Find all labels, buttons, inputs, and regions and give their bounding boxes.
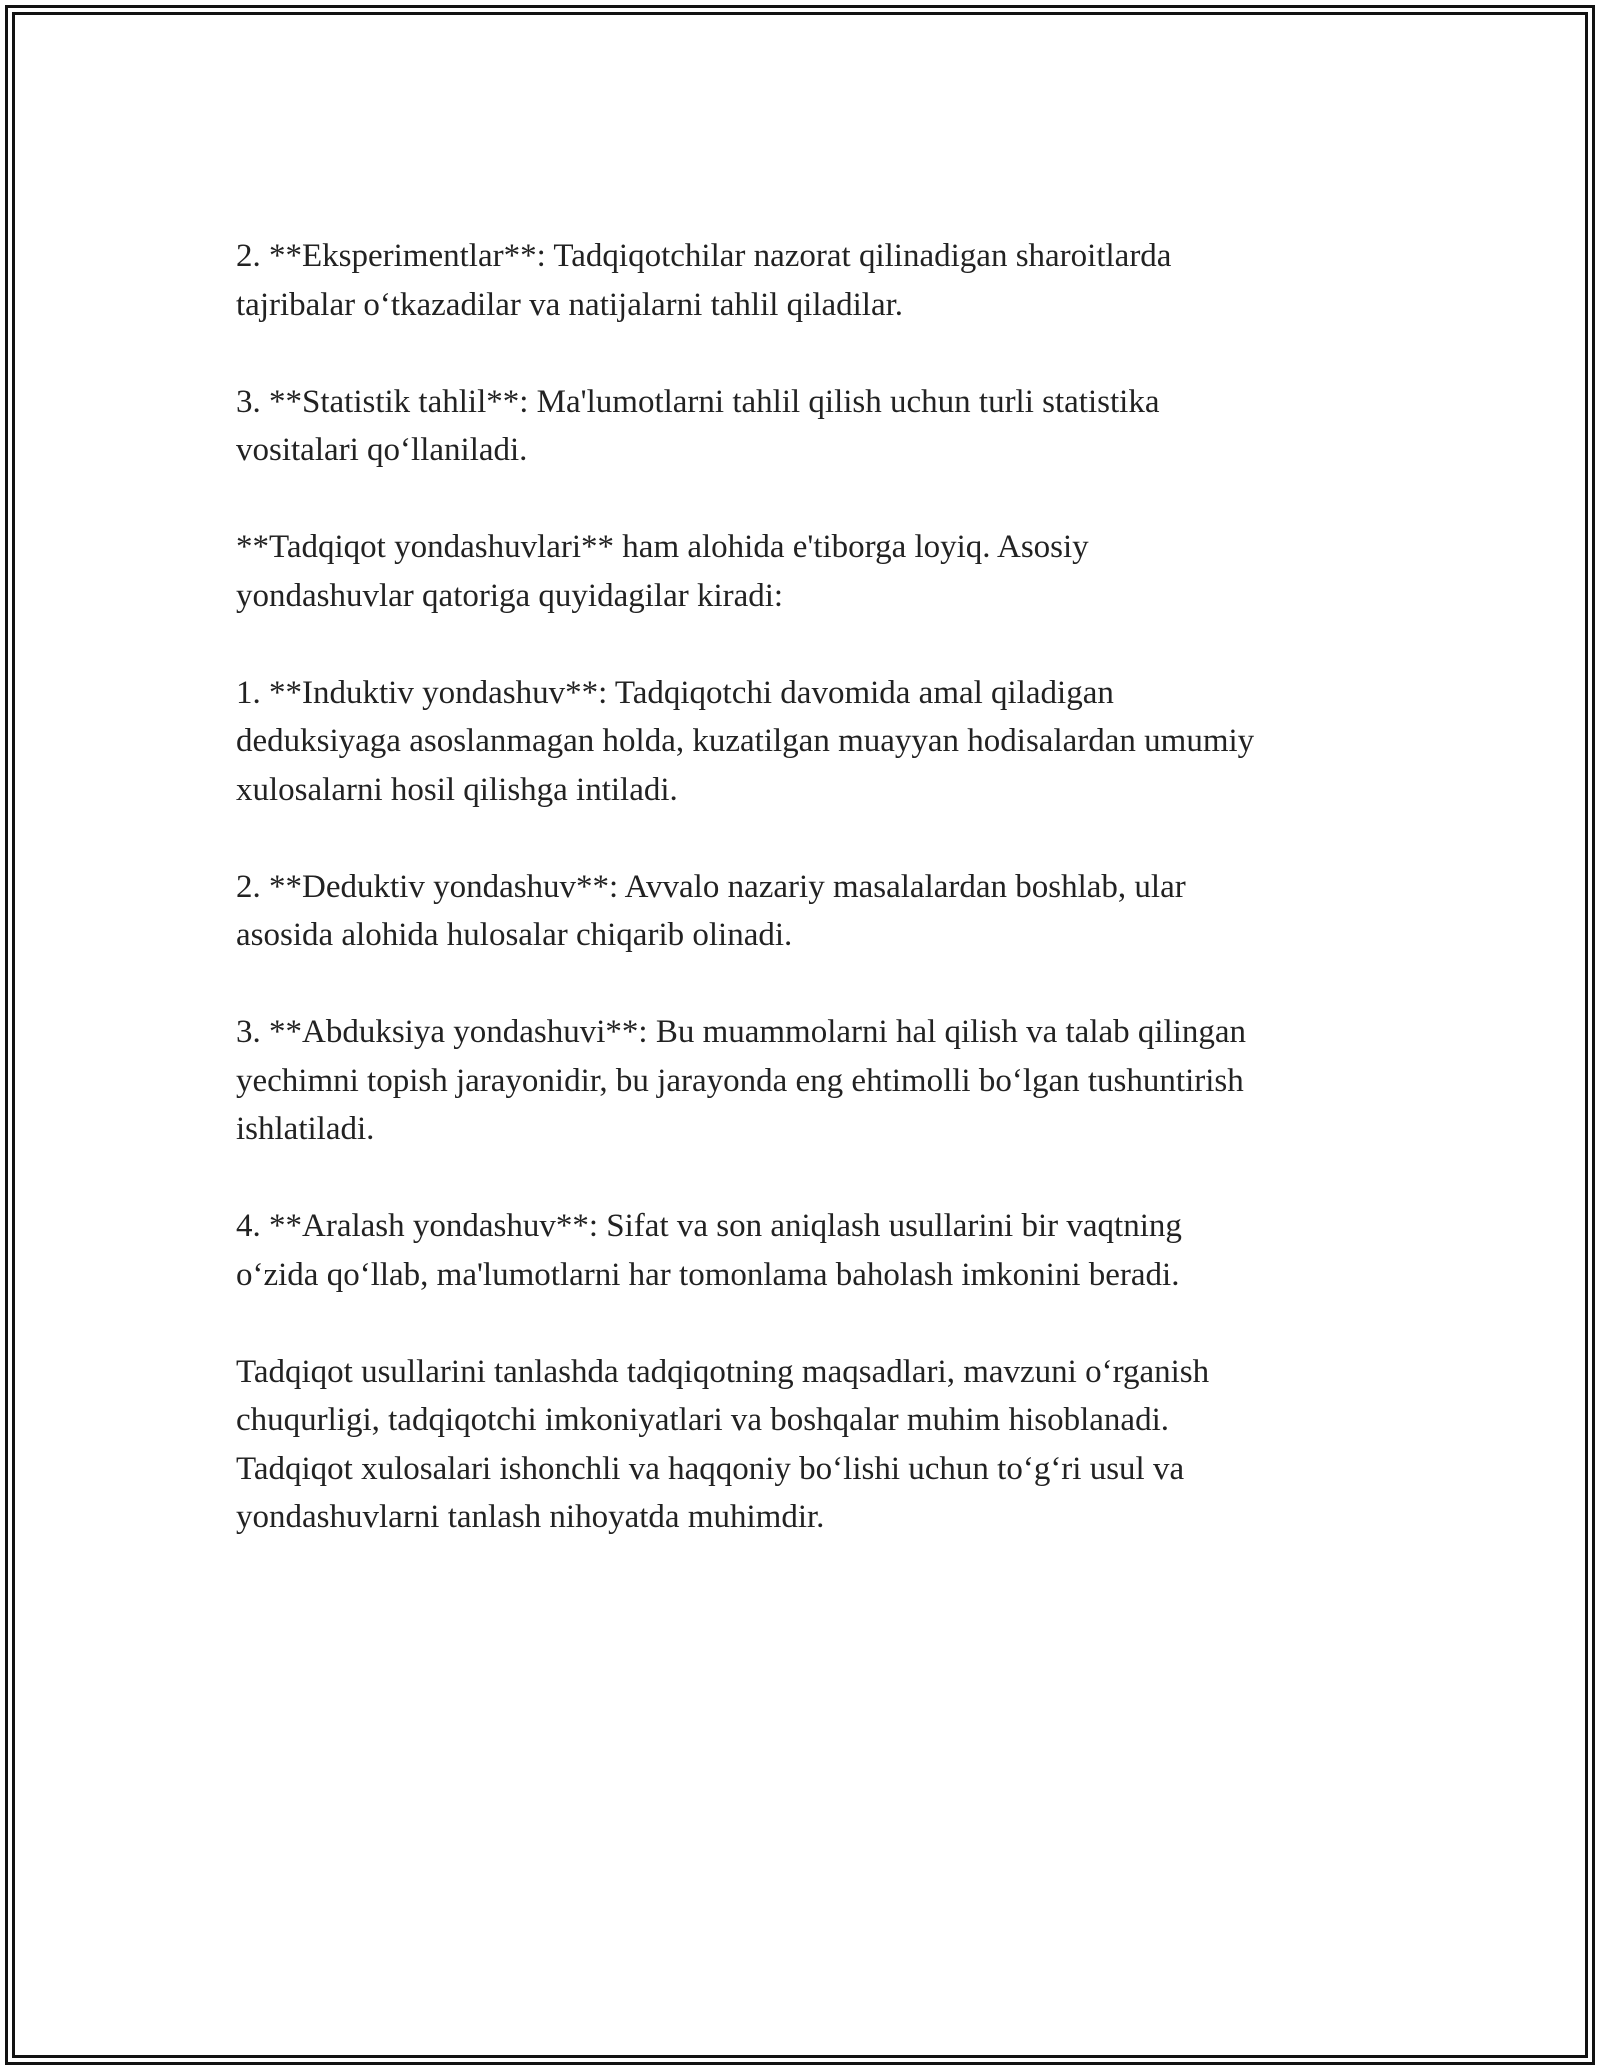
paragraph-mixed-approach: 4. **Aralash yondashuv**: Sifat va son aniqlash usullarini bir vaqtning o‘zida qo‘llab, ma'lumotlarni har tomonlama baholash imkonini beradi. (236, 1208, 1182, 1293)
paragraph-statistical-analysis: 3. **Statistik tahlil**: Ma'lumotlarni tahlil qilish uchun turli statistika vositalari qo‘llaniladi. (236, 383, 1160, 468)
paragraph-deductive-approach: 2. **Deduktiv yondashuv**: Avvalo nazariy masalalardan boshlab, ular asosida alohida hulosalar chiqarib olinadi. (236, 868, 1186, 953)
paragraph-abduction-approach: 3. **Abduksiya yondashuvi**: Bu muammolarni hal qilish va talab qilingan yechimni topish jarayonidir, bu jarayonda eng ehtimolli bo‘lgan tushuntirish ishlatiladi. (236, 1014, 1247, 1147)
paragraph-research-approaches: **Tadqiqot yondashuvlari** ham alohida e'tiborga loyiq. Asosiy yondashuvlar qatoriga quyidagilar kiradi: (236, 529, 1089, 614)
paragraph-experiments: 2. **Eksperimentlar**: Tadqiqotchilar nazorat qilinadigan sharoitlarda tajribalar o‘tkazadilar va natijalarni tahlil qiladilar. (236, 238, 1172, 323)
paragraph-inductive-approach: 1. **Induktiv yondashuv**: Tadqiqotchi davomida amal qiladigan deduksiyaga asoslanmagan holda, kuzatilgan muayyan hodisalardan umumiy xulosalarni hosil qilishga intiladi. (236, 674, 1255, 808)
document-body (236, 232, 1396, 1590)
paragraph-conclusion: Tadqiqot usullarini tanlashda tadqiqotning maqsadlari, mavzuni o‘rganish chuqurligi, tadqiqotchi imkoniyatlari va boshqalar muhim hisoblanadi. Tadqiqot xulosalari ishonchli va haqqoniy bo‘lishi uchun to‘g‘ri usul va yondashuvlarni tanlash nihoyatda muhimdir. (236, 1353, 1210, 1535)
